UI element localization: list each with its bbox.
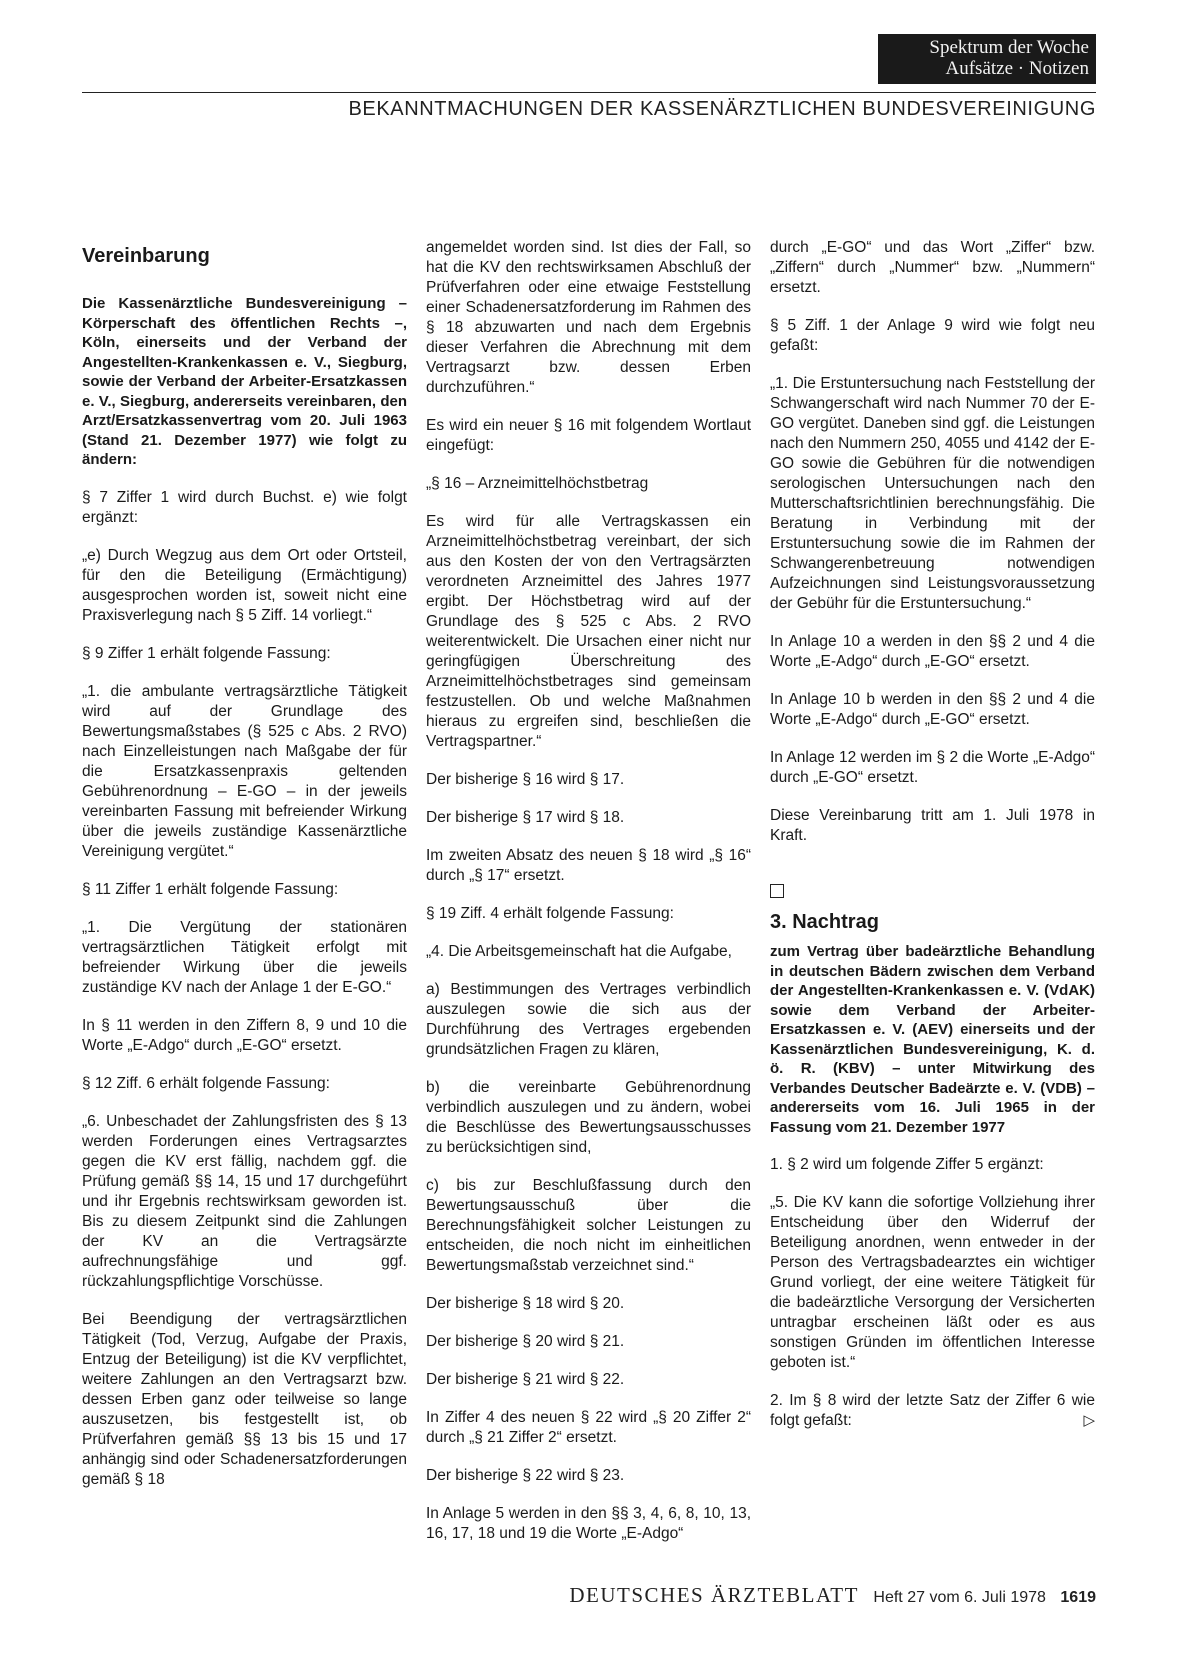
article-intro: Die Kassenärztliche Bundesvereinigung – Körperschaft des öffentlichen Rechts –, Köln, einerseits und der Verband der Angestellten-Krankenkassen e. V., Siegburg, sowie der Verband der Arbeiter-Ersatzkassen e. V., Siegburg, andererseits vereinbaren, den Arzt/Ersatzkassenvertrag vom 20. Juli 1963 (Stand 21. Dezember 1977) wie folgt zu ändern: xyxy=(82,295,407,468)
column-1 xyxy=(82,246,407,1508)
paragraph: In Anlage 5 werden in den §§ 3, 4, 6, 8, 10, 13, 16, 17, 18 und 19 die Worte „E-Adgo“ xyxy=(426,1505,751,1542)
top-rule xyxy=(82,92,1096,93)
magazine-name: DEUTSCHES ÄRZTEBLATT xyxy=(569,1583,859,1607)
paragraph: § 9 Ziffer 1 erhält folgende Fassung: xyxy=(82,644,331,662)
paragraph: § 19 Ziff. 4 erhält folgende Fassung: xyxy=(426,905,674,922)
paragraph: § 11 Ziffer 1 erhält folgende Fassung: xyxy=(82,880,339,898)
paragraph: § 5 Ziff. 1 der Anlage 9 wird wie folgt neu gefaßt: xyxy=(770,317,1095,354)
paragraph: In Ziffer 4 des neuen § 22 wird „§ 20 Ziffer 2“ durch „§ 21 Ziffer 2“ ersetzt. xyxy=(426,1409,751,1446)
paragraph: Es wird für alle Vertragskassen ein Arzneimittelhöchstbetrag vereinbart, der sich aus den Kosten der von den Vertragsärzten verordneten Arzneimittel des Jahres 1977 ergibt. Der Höchstbetrag wird auf der Grundlage des § 525 c Abs. 2 RVO weiterentwickelt. Die Ursachen einer nicht nur geringfügigen Überschreitung des Arzneimittelhöchstbetrages sind gemeinsam festzustellen. Ob und welche Maßnahmen hieraus zu ergreifen sind, beschließen die Vertragspartner.“ xyxy=(426,513,751,750)
paragraph: „5. Die KV kann die sofortige Vollziehung ihrer Entscheidung über den Widerruf der Beteiligung anordnen, wenn entweder in der Person des Vertragsbadearztes ein wichtiger Grund vorliegt, der eine weitere Tätigkeit für die badeärztliche Versorgung der Versicherten untragbar erscheinen läßt oder es aus sonstigen Gründen im öffentlichen Interesse geboten ist.“ xyxy=(770,1194,1095,1371)
paragraph: „§ 16 – Arzneimittelhöchstbetrag xyxy=(426,475,649,492)
paragraph: b) die vereinbarte Gebührenordnung verbindlich auszulegen und zu ändern, wobei die Beschlüsse des Bewertungsausschusses zu berücksichtigen sind, xyxy=(426,1079,751,1156)
paragraph: c) bis zur Beschlußfassung durch den Bewertungsausschuß über die Berechnungsfähigkeit solcher Leistungen zu entscheiden, die noch nicht im einheitlichen Bewertungsmaßstab verzeichnet sind.“ xyxy=(426,1177,751,1274)
paragraph: „6. Unbeschadet der Zahlungsfristen des § 13 werden Forderungen eines Vertragsarztes gegen die KV erst fällig, nachdem ggf. die Prüfung gemäß §§ 14, 15 und 17 durchgeführt und ihr Ergebnis rechtswirksam geworden ist. Bis zu diesem Zeitpunkt sind die Zahlungen der KV an die Vertragsärzte aufrechnungsfähige und ggf. rückzahlungspflichtige Vorschüsse. xyxy=(82,1112,407,1290)
paragraph: „1. die ambulante vertragsärztliche Tätigkeit wird auf der Grundlage des Bewertungsmaßstabes (§ 525 c Abs. 2 RVO) nach Einzelleistungen nach Maßgabe der für die Ersatzkassenpraxis geltenden Gebührenordnung – E-GO – in der jeweils vereinbarten Fassung mit befreiender Wirkung über die jeweils zuständige Kassenärztliche Vereinigung vergütet.“ xyxy=(82,682,407,860)
paragraph: durch „E-GO“ und das Wort „Ziffer“ bzw. „Ziffern“ durch „Nummer“ bzw. „Nummern“ ersetzt. xyxy=(770,239,1095,296)
page-number: 1619 xyxy=(1060,1589,1096,1606)
paragraph: Der bisherige § 21 wird § 22. xyxy=(426,1371,625,1388)
paragraph: Der bisherige § 17 wird § 18. xyxy=(426,809,625,826)
nachtrag-intro: zum Vertrag über badeärztliche Behandlung in deutschen Bädern zwischen dem Verband der Angestellten-Krankenkassen e. V. (VdAK) sowie dem Verband der Arbeiter-Ersatzkassen e. V. (AEV) einerseits und der Kassenärztlichen Bundesvereinigung, K. d. ö. R. (KBV) – unter Mitwirkung des Verbandes Deutscher Badeärzte e. V. (VDB) – andererseits vom 16. Juli 1965 in der Fassung vom 21. Dezember 1977 xyxy=(770,943,1095,1136)
paragraph-text: 2. Im § 8 wird der letzte Satz der Ziffer 6 wie folgt gefaßt: xyxy=(770,1392,1095,1429)
end-of-article-square-icon xyxy=(770,884,784,898)
paragraph: In Anlage 10 a werden in den §§ 2 und 4 die Worte „E-Adgo“ durch „E-GO“ ersetzt. xyxy=(770,633,1095,670)
footer xyxy=(569,1583,1096,1608)
paragraph: 1. § 2 wird um folgende Ziffer 5 ergänzt: xyxy=(770,1156,1044,1173)
paragraph: „1. Die Erstuntersuchung nach Feststellung der Schwangerschaft wird nach Nummer 70 der E-GO vergütet. Daneben sind ggf. die Leistungen nach den Nummern 250, 4055 und 4142 der E-GO sowie die Gebühren für die notwendigen serologischen Untersuchungen nach den Mutterschaftsrichtlinien berechnungsfähig. Die Beratung in Verbindung mit der Erstuntersuchung sowie die im Rahmen der Schwangerenbetreuung notwendigen Aufzeichnungen sind Leistungsvoraussetzung der Gebühr für die Erstuntersuchung.“ xyxy=(770,375,1095,612)
paragraph: „e) Durch Wegzug aus dem Ort oder Ortsteil, für den die Beteiligung (Ermächtigung) ausgesprochen worden ist, soweit nicht eine Praxisverlegung nach § 5 Ziff. 14 vorliegt.“ xyxy=(82,546,407,624)
continue-arrow-icon: ▷ xyxy=(1083,1412,1095,1429)
section-label-box xyxy=(878,34,1096,84)
paragraph: Der bisherige § 20 wird § 21. xyxy=(426,1333,625,1350)
section-label-line1: Spektrum der Woche xyxy=(929,37,1089,58)
paragraph: Diese Vereinbarung tritt am 1. Juli 1978 in Kraft. xyxy=(770,807,1095,844)
paragraph: § 12 Ziff. 6 erhält folgende Fassung: xyxy=(82,1074,330,1092)
header-title: BEKANNTMACHUNGEN DER KASSENÄRZTLICHEN BUNDESVEREINIGUNG xyxy=(348,98,1096,120)
paragraph: „4. Die Arbeitsgemeinschaft hat die Aufgabe, xyxy=(426,943,732,960)
paragraph: a) Bestimmungen des Vertrages verbindlich auszulegen sowie die sich aus der Durchführung des Vertrages ergebenden grundsätzlichen Fragen zu klären, xyxy=(426,981,751,1058)
paragraph: In Anlage 10 b werden in den §§ 2 und 4 die Worte „E-Adgo“ durch „E-GO“ ersetzt. xyxy=(770,691,1095,728)
paragraph: Bei Beendigung der vertragsärztlichen Tätigkeit (Tod, Verzug, Aufgabe der Praxis, Entzug der Beteiligung) ist die KV verpflichtet, weitere Zahlungen an den Vertragsarzt bzw. dessen Erben ganz oder teilweise so lange auszusetzen, bis festgestellt ist, ob Prüfverfahren gemäß §§ 13 bis 15 und 17 anhängig sind oder Schadenersatzforderungen gemäß § 18 xyxy=(82,1310,407,1488)
paragraph: Der bisherige § 22 wird § 23. xyxy=(426,1467,625,1484)
paragraph: In § 11 werden in den Ziffern 8, 9 und 10 die Worte „E-Adgo“ durch „E-GO“ ersetzt. xyxy=(82,1016,407,1054)
paragraph: In Anlage 12 werden im § 2 die Worte „E-Adgo“ durch „E-GO“ ersetzt. xyxy=(770,749,1095,786)
paragraph-continued xyxy=(770,1391,1095,1431)
paragraph: Der bisherige § 18 wird § 20. xyxy=(426,1295,625,1312)
paragraph: § 7 Ziffer 1 wird durch Buchst. e) wie folgt ergänzt: xyxy=(82,488,407,526)
issue-info: Heft 27 vom 6. Juli 1978 xyxy=(873,1589,1046,1606)
column-2 xyxy=(426,238,751,1562)
paragraph: angemeldet worden sind. Ist dies der Fall, so hat die KV den rechtswirksamen Abschluß der Prüfverfahren oder eine etwaige Feststellung einer Schadenersatzforderung im Rahmen des § 18 abzuwarten und nach dem Ergebnis dieser Verfahren die Abrechnung mit dem Vertragsarzt bzw. dessen Erben durchzuführen.“ xyxy=(426,239,751,396)
column-3 xyxy=(770,238,1095,1449)
section-label-line2: Aufsätze · Notizen xyxy=(945,58,1089,79)
paragraph: Es wird ein neuer § 16 mit folgendem Wortlaut eingefügt: xyxy=(426,417,751,454)
paragraph: Der bisherige § 16 wird § 17. xyxy=(426,771,625,788)
article-heading: Vereinbarung xyxy=(82,245,210,267)
paragraph: „1. Die Vergütung der stationären vertragsärztlichen Tätigkeit erfolgt mit befreiender Wirkung über die jeweils zuständige KV nach der Anlage 1 der E-GO.“ xyxy=(82,918,407,996)
nachtrag-heading: 3. Nachtrag xyxy=(770,911,879,933)
paragraph: Im zweiten Absatz des neuen § 18 wird „§ 16“ durch „§ 17“ ersetzt. xyxy=(426,847,751,884)
